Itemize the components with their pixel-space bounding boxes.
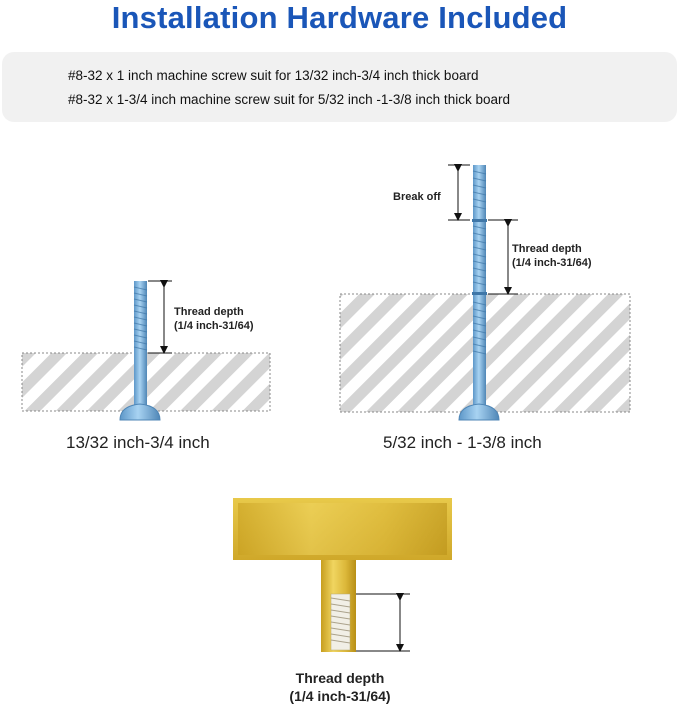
right-caption: 5/32 inch - 1-3/8 inch [383,433,542,452]
left-thread-label: Thread depth [174,306,244,318]
knob-thread-label: Thread depth [295,670,385,686]
knob [233,498,452,652]
right-thread-label: Thread depth [512,243,582,255]
knob-thread-range: (1/4 inch-31/64) [289,688,391,704]
break-off-label: Break off [393,191,441,203]
knob-thread-dimension [356,594,410,651]
page-title: Installation Hardware Included [111,0,568,35]
right-break-dimension [448,165,470,220]
right-thread-range: (1/4 inch-31/64) [512,257,592,269]
spec-line-short-screw: #8-32 x 1 inch machine screw suit for 13/32 inch-3/4 inch thick board [68,68,479,83]
left-thread-dimension [148,281,172,353]
left-thread-range: (1/4 inch-31/64) [174,320,254,332]
spec-line-long-screw: #8-32 x 1-3/4 inch machine screw suit for 5/32 inch -1-3/8 inch thick board [68,92,510,107]
left-caption: 13/32 inch-3/4 inch [66,433,210,452]
